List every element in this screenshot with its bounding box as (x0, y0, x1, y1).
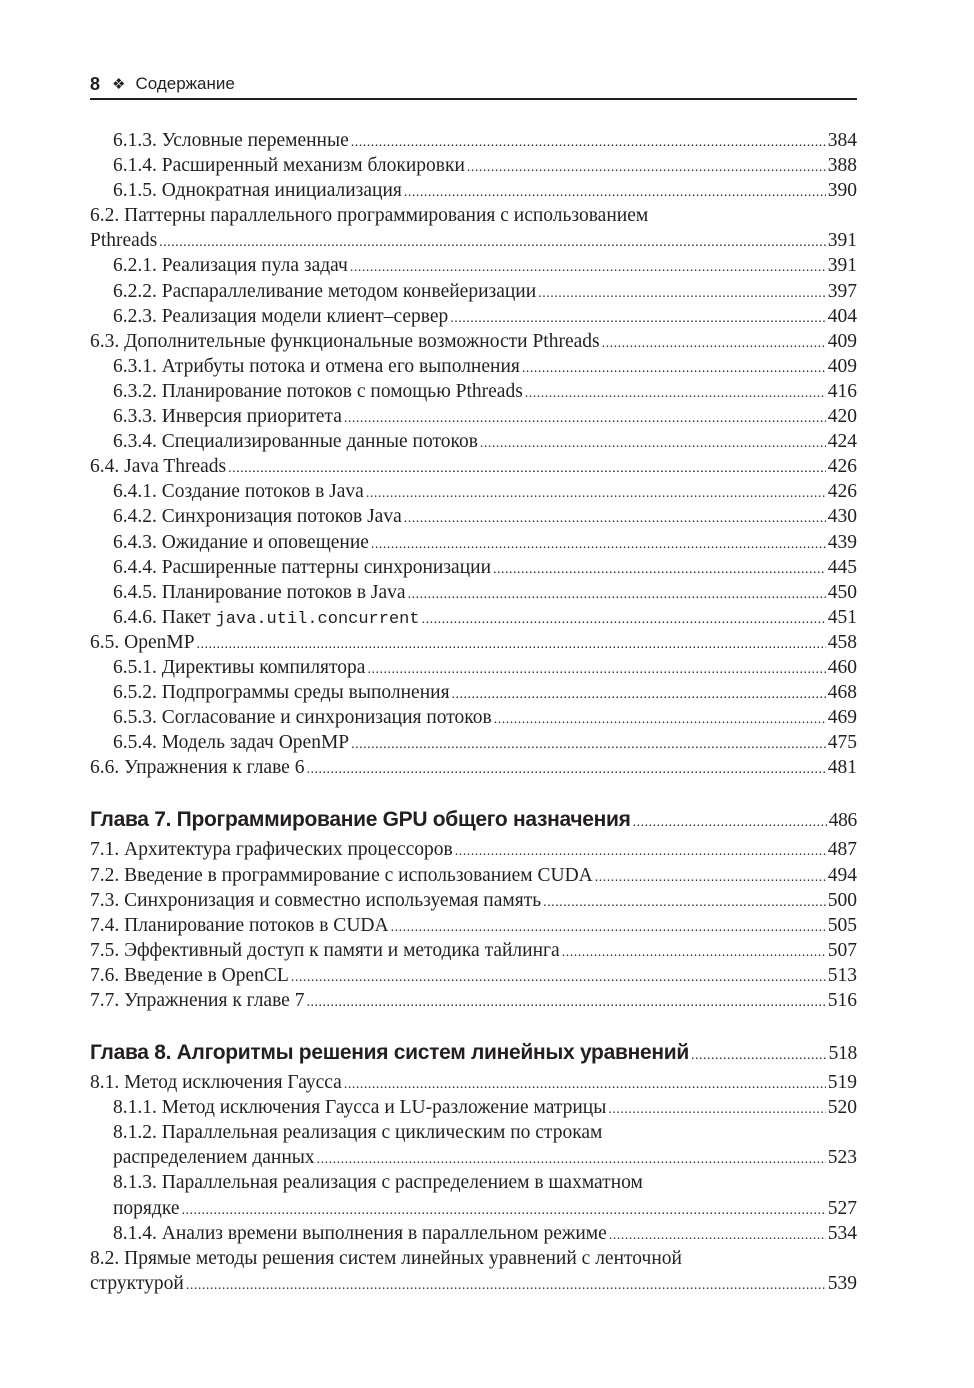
toc-page-number: 391 (827, 230, 857, 252)
toc-page-number: 458 (827, 631, 857, 653)
toc-entry[interactable] (90, 504, 857, 529)
toc-page-number: 420 (827, 406, 857, 428)
toc-entry-title: 6.4.1. Создание потоков в Java (113, 481, 364, 503)
toc-entry[interactable] (90, 1221, 857, 1246)
toc-entry-title: 7.7. Упражнения к главе 7 (90, 990, 305, 1011)
dot-leader (422, 605, 826, 632)
toc-page-number: 516 (827, 990, 857, 1011)
toc-entry-title: 6.4.5. Планирование потоков в Java (113, 581, 406, 603)
toc-page-number: 445 (827, 556, 857, 578)
toc-entry[interactable] (90, 304, 857, 329)
toc-page-number: 388 (827, 155, 857, 177)
toc-entry[interactable] (90, 630, 857, 655)
toc-entry[interactable] (90, 938, 857, 963)
toc-entry-title: 6.5. OpenMP (90, 631, 195, 653)
toc-entry-title: 6.2.1. Реализация пула задач (113, 255, 348, 277)
toc-entry[interactable] (90, 963, 857, 988)
toc-entry-line (90, 1120, 857, 1145)
toc-entry[interactable] (90, 178, 857, 203)
dot-leader (344, 404, 826, 431)
toc-entry-title: 6.3.1. Атрибуты потока и отмена его выполнения (113, 355, 520, 377)
toc-entry[interactable] (90, 354, 857, 379)
dot-leader (306, 755, 825, 782)
toc-entry-title: 6.3.4. Специализированные данные потоков (113, 431, 478, 453)
toc-page-number: 520 (827, 1097, 857, 1119)
toc-entry-title: 6.3.3. Инверсия приоритета (113, 406, 342, 428)
toc-entry-title: 6.4.6. Пакет java.util.concurrent (113, 606, 420, 629)
toc-entry-line (90, 1246, 857, 1271)
dot-leader (608, 1095, 825, 1122)
toc-entry-title: 6.2. Паттерны параллельного программирования с использованием (90, 205, 649, 227)
toc-page-number: 469 (827, 707, 857, 729)
toc-entry-title: 7.3. Синхронизация и совместно используемая память (90, 889, 542, 911)
toc-entry-title: 7.5. Эффективный доступ к памяти и методика тайлинга (90, 939, 560, 961)
toc-page-number: 527 (827, 1197, 857, 1219)
toc-entry-title: 7.6. Введение в OpenCL (90, 964, 289, 986)
toc-entry-title: 8.1.1. Метод исключения Гаусса и LU-разложение матрицы (113, 1097, 607, 1119)
dot-leader (306, 988, 825, 1015)
dot-leader (366, 479, 826, 506)
toc-page-number: 391 (827, 255, 857, 277)
toc-entry[interactable] (90, 755, 857, 780)
toc-entry-title: 6.5.4. Модель задач OpenMP (113, 732, 350, 754)
toc-entry[interactable] (90, 429, 857, 454)
dot-leader (595, 863, 826, 890)
table-of-contents (90, 128, 857, 1296)
page-number: 8 (90, 73, 101, 94)
dot-leader (494, 705, 826, 732)
toc-page-number: 487 (827, 839, 857, 861)
toc-entry-title: 6.1.5. Однократная инициализация (113, 180, 402, 202)
toc-entry-title: 6.4. Java Threads (90, 456, 227, 478)
toc-entry[interactable] (90, 454, 857, 479)
dot-leader (344, 1070, 826, 1097)
toc-entry[interactable] (90, 837, 857, 862)
dot-leader (291, 963, 826, 990)
dot-leader (609, 1221, 826, 1248)
toc-entry-title: 8.2. Прямые методы решения систем линейных уравнений с ленточной (90, 1247, 682, 1269)
toc-entry[interactable] (90, 153, 857, 178)
toc-entry-title: 6.2.2. Распараллеливание методом конвейеризации (113, 280, 537, 302)
dot-leader (467, 153, 826, 180)
dot-leader (525, 379, 826, 406)
toc-entry[interactable] (90, 379, 857, 404)
toc-entry[interactable] (90, 279, 857, 304)
toc-page-number: 513 (827, 964, 857, 986)
toc-page-number: 460 (827, 656, 857, 678)
toc-page-number: 468 (827, 682, 857, 704)
toc-entry-title: структурой (90, 1272, 184, 1294)
dot-leader (391, 913, 826, 940)
toc-page-number: 539 (827, 1272, 857, 1294)
toc-entry[interactable] (90, 680, 857, 705)
dot-leader (493, 555, 826, 582)
toc-entry[interactable] (90, 1145, 857, 1170)
toc-entry[interactable] (90, 1196, 857, 1221)
dot-leader (404, 504, 826, 531)
toc-entry-title: 8.1.4. Анализ времени выполнения в параллельном режиме (113, 1222, 607, 1244)
toc-entry-title: 6.3.2. Планирование потоков с помощью Pthreads (113, 380, 523, 402)
toc-page-number: 439 (827, 531, 857, 553)
toc-entry[interactable] (90, 988, 857, 1013)
dot-leader (350, 253, 826, 280)
toc-entry[interactable] (90, 404, 857, 429)
toc-entry[interactable] (90, 605, 857, 630)
dot-leader (367, 655, 825, 682)
toc-page-number: 416 (827, 380, 857, 402)
toc-page-number: 505 (827, 914, 857, 936)
toc-entry[interactable] (90, 128, 857, 153)
toc-entry-title: 6.6. Упражнения к главе 6 (90, 757, 305, 779)
toc-entry-title: порядке (113, 1197, 180, 1219)
toc-entry[interactable] (90, 530, 857, 555)
toc-entry[interactable] (90, 1070, 857, 1095)
dot-leader (159, 228, 826, 255)
dot-leader (228, 454, 826, 481)
toc-page-number: 397 (827, 280, 857, 302)
toc-entry[interactable] (90, 580, 857, 605)
dot-leader (408, 580, 826, 607)
dot-leader (450, 304, 826, 331)
toc-entry-title: 6.4.2. Синхронизация потоков Java (113, 506, 402, 528)
toc-entry-title: Pthreads (90, 230, 158, 252)
toc-page-number: 424 (827, 431, 857, 453)
toc-entry-line (90, 1170, 857, 1195)
toc-page-number: 404 (827, 305, 857, 327)
toc-entry-title: 7.2. Введение в программирование с использованием CUDA (90, 864, 593, 886)
dot-leader (562, 938, 826, 965)
toc-entry-title: 8.1.2. Параллельная реализация с циклическим по строкам (113, 1122, 603, 1144)
toc-page-number: 426 (827, 456, 857, 478)
ornament-icon: ❖ (112, 76, 126, 93)
dot-leader (602, 329, 826, 356)
toc-entry[interactable] (90, 888, 857, 913)
toc-chapter-entry[interactable] (90, 805, 857, 835)
toc-page-number: 519 (827, 1072, 857, 1094)
toc-entry[interactable] (90, 479, 857, 504)
toc-page-number: 384 (827, 130, 857, 151)
toc-entry-line (90, 203, 857, 228)
dot-leader (351, 730, 826, 757)
toc-entry[interactable] (90, 655, 857, 680)
toc-entry-title: распределением данных (113, 1147, 315, 1169)
toc-entry-title: 6.4.4. Расширенные паттерны синхронизации (113, 556, 492, 578)
toc-page-number: 500 (827, 889, 857, 911)
dot-leader (452, 680, 826, 707)
toc-entry-title: 6.4.3. Ожидание и оповещение (113, 531, 369, 553)
toc-page-number: 430 (827, 506, 857, 528)
dot-leader (351, 128, 826, 155)
toc-page-number: 518 (828, 1043, 857, 1065)
dot-leader (197, 630, 826, 657)
dot-leader (186, 1271, 826, 1298)
dot-leader (691, 1038, 827, 1071)
dot-leader (317, 1145, 826, 1172)
dot-leader (455, 837, 826, 864)
dot-leader (543, 888, 826, 915)
toc-entry[interactable] (90, 705, 857, 730)
toc-entry-title: 6.5.3. Согласование и синхронизация потоков (113, 707, 492, 729)
toc-page-number: 426 (827, 481, 857, 503)
toc-page-number: 486 (828, 810, 857, 832)
toc-page-number: 390 (827, 180, 857, 202)
toc-entry[interactable] (90, 329, 857, 354)
running-header (90, 70, 857, 100)
dot-leader (522, 354, 826, 381)
toc-page-number: 534 (827, 1222, 857, 1244)
toc-entry-title: Глава 7. Программирование GPU общего назначения (90, 808, 631, 832)
toc-entry-title: 7.4. Планирование потоков в CUDA (90, 914, 389, 936)
dot-leader (181, 1196, 825, 1223)
section-title: Содержание (135, 74, 235, 93)
toc-page-number: 409 (827, 355, 857, 377)
toc-chapter-entry[interactable] (90, 1038, 857, 1068)
toc-entry-title: Глава 8. Алгоритмы решения систем линейных уравнений (90, 1041, 689, 1065)
toc-page-number: 523 (827, 1147, 857, 1169)
toc-entry-code: java.util.concurrent (215, 609, 420, 629)
toc-entry-title: 8.1. Метод исключения Гаусса (90, 1072, 342, 1094)
toc-entry[interactable] (90, 1271, 857, 1296)
toc-entry-title: 6.5.1. Директивы компилятора (113, 656, 366, 678)
toc-page-number: 450 (827, 581, 857, 603)
toc-page-number: 507 (827, 939, 857, 961)
dot-leader (480, 429, 826, 456)
toc-entry-title: 6.5.2. Подпрограммы среды выполнения (113, 682, 450, 704)
toc-entry[interactable] (90, 253, 857, 278)
toc-page-number: 494 (827, 864, 857, 886)
toc-page-number: 451 (827, 606, 857, 628)
toc-entry-title: 8.1.3. Параллельная реализация с распределением в шахматном (113, 1172, 643, 1194)
toc-entry[interactable] (90, 730, 857, 755)
toc-entry[interactable] (90, 1095, 857, 1120)
toc-entry[interactable] (90, 863, 857, 888)
toc-entry[interactable] (90, 228, 857, 253)
toc-entry-title: 6.3. Дополнительные функциональные возможности Pthreads (90, 330, 600, 352)
toc-entry[interactable] (90, 555, 857, 580)
toc-page-number: 475 (827, 732, 857, 754)
toc-page-number: 481 (827, 757, 857, 779)
toc-entry-title: 6.2.3. Реализация модели клиент–сервер (113, 305, 449, 327)
dot-leader (633, 805, 827, 838)
toc-entry-title: 7.1. Архитектура графических процессоров (90, 839, 453, 861)
dot-leader (538, 279, 826, 306)
dot-leader (404, 178, 826, 205)
toc-entry[interactable] (90, 913, 857, 938)
toc-page-number: 409 (827, 330, 857, 352)
toc-entry-title: 6.1.3. Условные переменные (113, 130, 349, 151)
toc-entry-title: 6.1.4. Расширенный механизм блокировки (113, 155, 465, 177)
dot-leader (371, 530, 826, 557)
